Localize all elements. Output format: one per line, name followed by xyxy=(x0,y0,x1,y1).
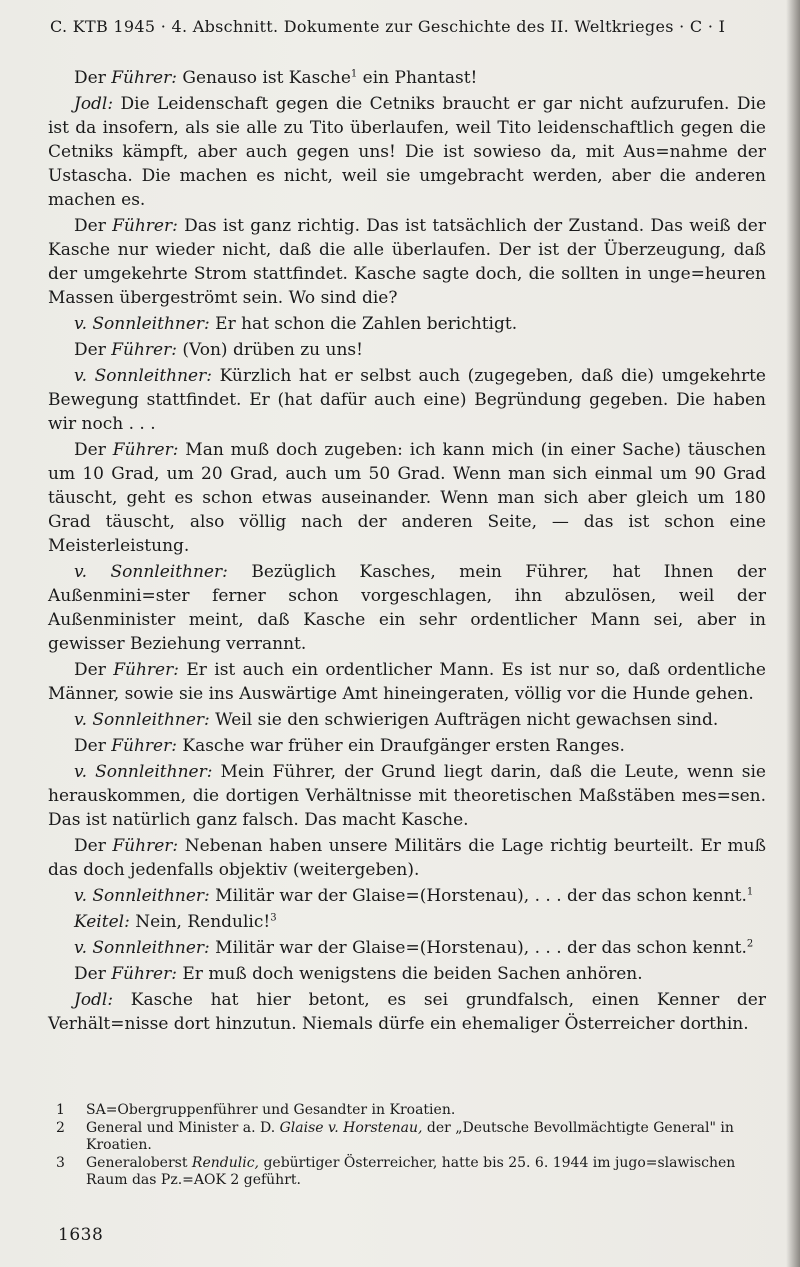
speaker-name: Führer: xyxy=(112,216,178,236)
dialogue-paragraph xyxy=(48,734,766,758)
page-edge-shadow xyxy=(786,0,800,1267)
speech-text: Kürzlich hat er selbst auch (zugegeben, daß die) umgekehrte Bewegung stattfindet. Er (hat dafür auch eine) Begründung gegeben. Die haben wir noch . . . xyxy=(48,366,766,434)
dialogue-paragraph xyxy=(48,708,766,732)
speaker-name: Keitel: xyxy=(74,912,130,932)
footnote-reference: 3 xyxy=(270,912,277,924)
footnote-text: General und Minister a. D. xyxy=(86,1120,280,1136)
dialogue-paragraph xyxy=(48,92,766,212)
speech-text: Genauso ist Kasche xyxy=(176,68,351,88)
dialogue-paragraph xyxy=(48,214,766,310)
footnote-reference: 1 xyxy=(350,68,358,80)
speech-text: Mein Führer, der Grund liegt darin, daß die Leute, wenn sie herauskommen, die dortigen Verhältnisse mit theoretischen Maßstäben mes=sen. Das ist natürlich ganz falsch. Das macht Kasche. xyxy=(48,762,766,830)
footnote xyxy=(50,1102,770,1119)
footnote-person-name: Rendulic, xyxy=(191,1155,259,1171)
footnote xyxy=(50,1155,770,1189)
speaker-name: v. Sonnleithner: xyxy=(74,938,210,958)
footnote-text-tail: der „Deutsche Bevollmächtigte General" in Kroatien. xyxy=(86,1120,734,1153)
dialogue-paragraph xyxy=(48,988,766,1036)
speaker-prefix: Der xyxy=(74,660,114,680)
speaker-name: Führer: xyxy=(111,736,177,756)
dialogue-paragraph xyxy=(48,910,766,934)
speech-text: Er muß doch wenigstens die beiden Sachen anhören. xyxy=(176,964,643,984)
speaker-name: v. Sonnleithner: xyxy=(74,710,210,730)
speaker-name: v. Sonnleithner: xyxy=(74,762,213,782)
speaker-prefix: Der xyxy=(74,68,112,88)
speaker-name: Führer: xyxy=(111,964,177,984)
dialogue-paragraph xyxy=(48,560,766,656)
speech-text: (Von) drüben zu uns! xyxy=(176,340,363,360)
dialogue-paragraph xyxy=(48,834,766,882)
footnote-number: 1 xyxy=(56,1102,65,1118)
footnote-reference: 1 xyxy=(746,886,754,898)
speech-text: Kasche war früher ein Draufgänger ersten Ranges. xyxy=(176,736,625,756)
speaker-name: Führer: xyxy=(111,340,177,360)
running-header: C. KTB 1945 · 4. Abschnitt. Dokumente zur Geschichte des II. Weltkrieges · C · I xyxy=(50,17,726,36)
page-number: 1638 xyxy=(58,1225,104,1245)
dialogue-body xyxy=(48,66,766,1038)
dialogue-paragraph xyxy=(48,66,766,90)
speaker-prefix: Der xyxy=(74,440,113,460)
speaker-name: Jodl: xyxy=(74,990,114,1010)
footnote-text-tail: gebürtiger Österreicher, hatte bis 25. 6. 1944 im jugo=slawischen Raum das Pz.=AOK 2 geführt. xyxy=(86,1155,736,1188)
speaker-prefix: Der xyxy=(74,964,112,984)
footnote-number: 2 xyxy=(56,1120,65,1136)
speaker-prefix: Der xyxy=(74,340,112,360)
footnote-reference: 2 xyxy=(746,938,754,950)
footnotes xyxy=(50,1102,770,1190)
speech-text: Er hat schon die Zahlen berichtigt. xyxy=(209,314,518,334)
footnote-number: 3 xyxy=(56,1155,65,1171)
footnote-text: SA=Obergruppenführer und Gesandter in Kroatien. xyxy=(86,1102,456,1118)
speech-text-tail: ein Phantast! xyxy=(357,68,478,88)
speaker-name: Führer: xyxy=(111,68,177,88)
speech-text: Militär war der Glaise=(Horstenau), . . . der das schon kennt. xyxy=(209,938,747,958)
dialogue-paragraph xyxy=(48,936,766,960)
dialogue-paragraph xyxy=(48,884,766,908)
dialogue-paragraph xyxy=(48,760,766,832)
dialogue-paragraph xyxy=(48,364,766,436)
speaker-name: v. Sonnleithner: xyxy=(74,886,210,906)
speech-text: Die Leidenschaft gegen die Cetniks braucht er gar nicht aufzurufen. Die ist da insofern, als sie alle zu Tito überlaufen, weil Tito leidenschaftlich gegen die Cetniks kämpft, aber auch gegen uns! Die ist sowieso da, mit Aus=nahme der Ustascha. Die machen es nicht, weil sie umgebracht werden, aber die anderen machen es. xyxy=(48,94,766,210)
dialogue-paragraph xyxy=(48,312,766,336)
speech-text: Nebenan haben unsere Militärs die Lage richtig beurteilt. Er muß das doch jedenfalls objektiv (weitergeben). xyxy=(48,836,766,880)
dialogue-paragraph xyxy=(48,658,766,706)
footnote xyxy=(50,1120,770,1154)
speech-text: Das ist ganz richtig. Das ist tatsächlich der Zustand. Das weiß der Kasche nur wieder nicht, daß die alle überlaufen. Der ist der Überzeugung, daß der umgekehrte Strom stattfindet. Kasche sagte doch, die sollten in unge=heuren Massen übergeströmt sein. Wo sind die? xyxy=(48,216,766,308)
speaker-prefix: Der xyxy=(74,216,113,236)
speaker-prefix: Der xyxy=(74,836,113,856)
speech-text: Bezüglich Kasches, mein Führer, hat Ihnen der Außenmini=ster ferner schon vorgeschlagen, ihn abzulösen, weil der Außenminister meint, daß Kasche ein sehr ordentlicher Mann sei, aber in gewisser Beziehung verrannt. xyxy=(48,562,766,654)
dialogue-paragraph xyxy=(48,438,766,558)
speaker-name: Führer: xyxy=(112,440,179,460)
speaker-name: Führer: xyxy=(113,660,179,680)
speaker-name: v. Sonnleithner: xyxy=(74,366,212,386)
footnote-text: Generaloberst xyxy=(86,1155,192,1171)
speaker-prefix: Der xyxy=(74,736,112,756)
speech-text: Man muß doch zugeben: ich kann mich (in einer Sache) täuschen um 10 Grad, um 20 Grad, auch um 50 Grad. Wenn man sich einmal um 90 Grad täuscht, geht es schon etwas auseinander. Wenn man sich aber gleich um 180 Grad täuscht, also völlig nach der anderen Seite, — das ist schon eine Meisterleistung. xyxy=(48,440,766,556)
speaker-name: v. Sonnleithner: xyxy=(74,562,228,582)
speaker-name: Führer: xyxy=(112,836,179,856)
speaker-name: Jodl: xyxy=(74,94,114,114)
dialogue-paragraph xyxy=(48,338,766,362)
speech-text: Er ist auch ein ordentlicher Mann. Es ist nur so, daß ordentliche Männer, sowie sie ins Auswärtige Amt hineingeraten, völlig vor die Hunde gehen. xyxy=(48,660,766,704)
speaker-name: v. Sonnleithner: xyxy=(74,314,210,334)
dialogue-paragraph xyxy=(48,962,766,986)
speech-text: Militär war der Glaise=(Horstenau), . . . der das schon kennt. xyxy=(209,886,747,906)
speech-text: Nein, Rendulic! xyxy=(129,912,271,932)
speech-text: Weil sie den schwierigen Aufträgen nicht gewachsen sind. xyxy=(209,710,719,730)
footnote-person-name: Glaise v. Horstenau, xyxy=(279,1120,423,1136)
speech-text: Kasche hat hier betont, es sei grundfalsch, einen Kenner der Verhält=nisse dort hinzutun. Niemals dürfe ein ehemaliger Österreicher dorthin. xyxy=(48,990,766,1034)
